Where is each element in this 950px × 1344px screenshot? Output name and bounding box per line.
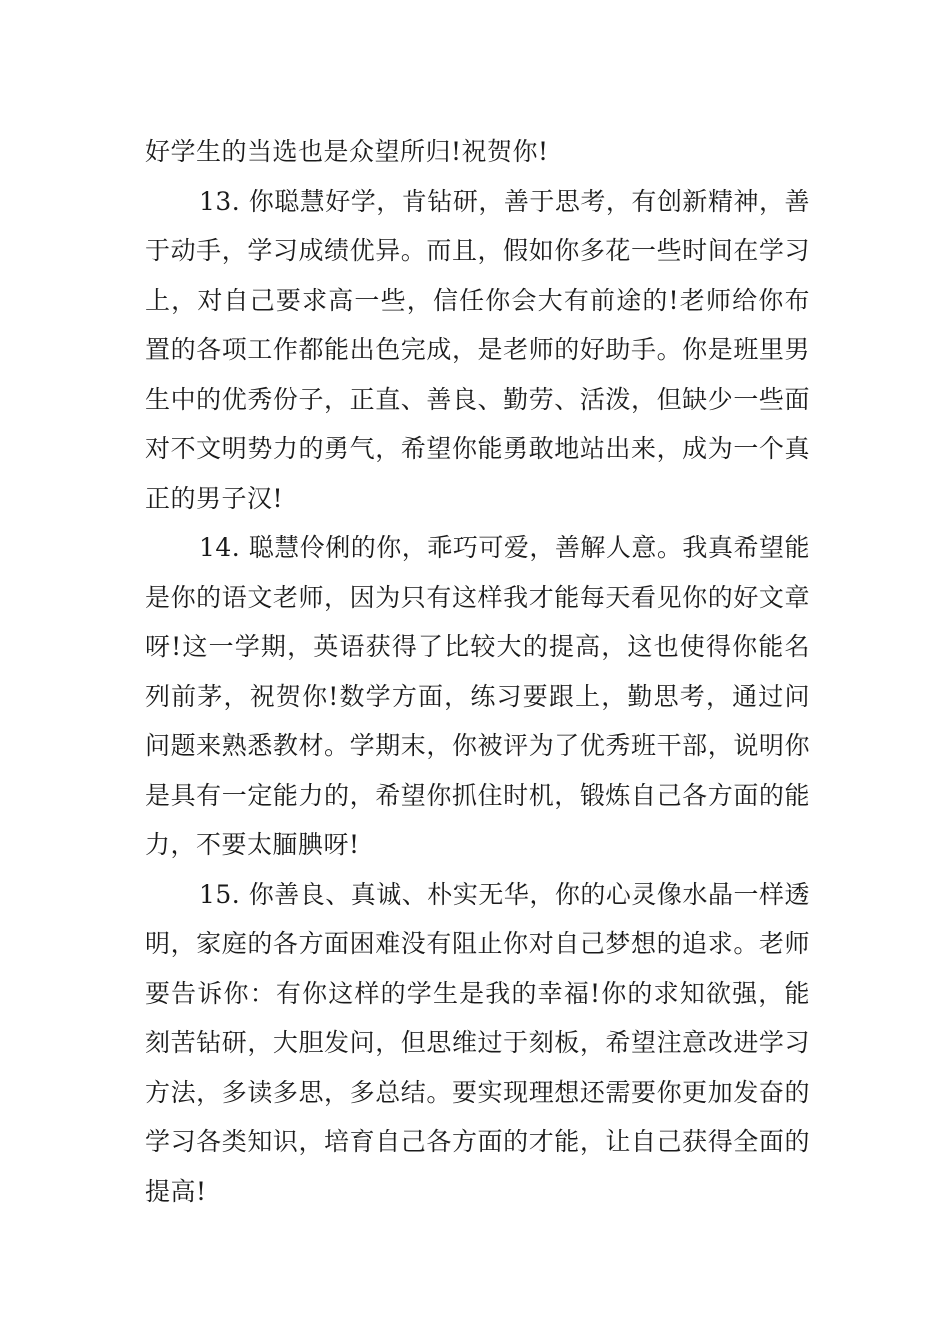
paragraph-comment-14: 14. 聪慧伶俐的你，乖巧可爱，善解人意。我真希望能是你的语文老师，因为只有这样我才能每天看见你的好文章呀!这一学期，英语获得了比较大的提高，这也使得你能名列前茅，祝贺你!数学方面，练习要跟上，勤思考，通过问问题来熟悉教材。学期末，你被评为了优秀班干部，说明你是具有一定能力的，希望你抓住时机，锻炼自己各方面的能力，不要太腼腆呀! (145, 533, 810, 859)
document-body (145, 127, 810, 1216)
paragraph-continuation: 好学生的当选也是众望所归!祝贺你! (145, 137, 549, 166)
paragraph-comment-13: 13. 你聪慧好学，肯钻研，善于思考，有创新精神，善于动手，学习成绩优异。而且，假如你多花一些时间在学习上，对自己要求高一些，信任你会大有前途的!老师给你布置的各项工作都能出色完成，是老师的好助手。你是班里男生中的优秀份子，正直、善良、勤劳、活泼，但缺少一些面对不文明势力的勇气，希望你能勇敢地站出来，成为一个真正的男子汉! (145, 186, 810, 513)
paragraph-comment-15: 15. 你善良、真诚、朴实无华，你的心灵像水晶一样透明，家庭的各方面困难没有阻止你对自己梦想的追求。老师要告诉你：有你这样的学生是我的幸福!你的求知欲强，能刻苦钻研，大胆发问，但思维过于刻板，希望注意改进学习方法，多读多思，多总结。要实现理想还需要你更加发奋的学习各类知识，培育自己各方面的才能，让自己获得全面的提高! (145, 879, 810, 1206)
